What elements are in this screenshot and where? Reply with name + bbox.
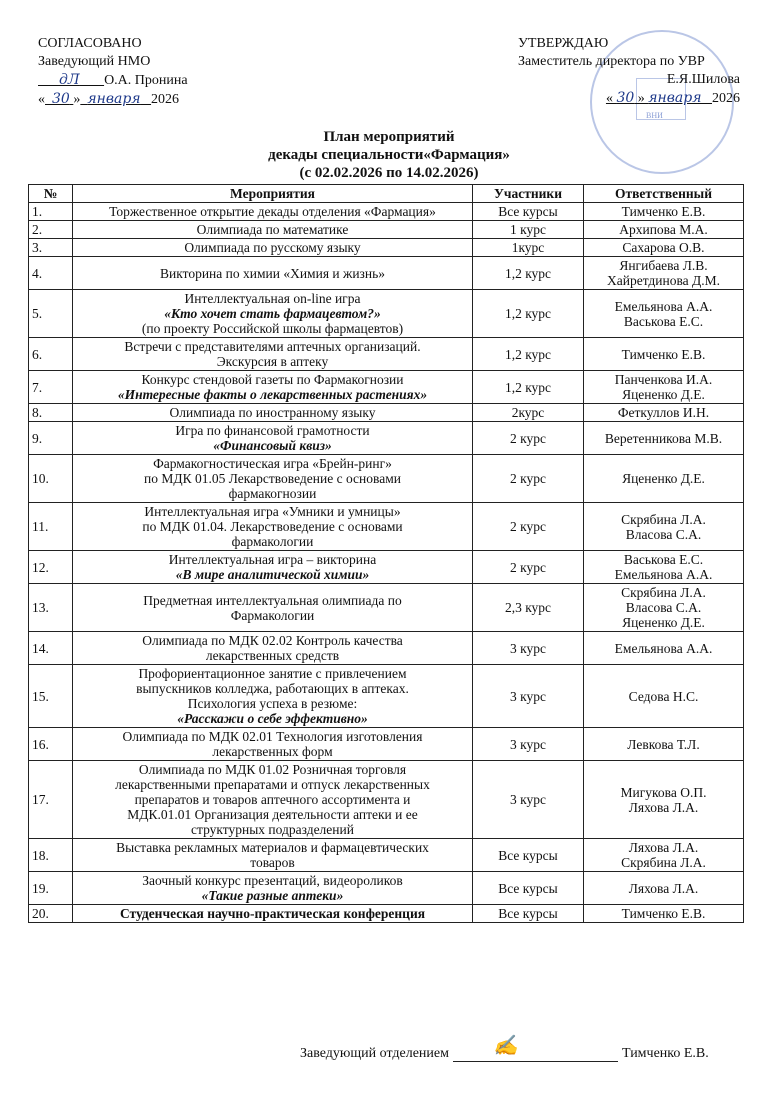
row-number: 6. <box>29 338 73 371</box>
footer-signature-mark: ✍ <box>492 1033 518 1057</box>
event-line: «В мире аналитической химии» <box>175 567 370 582</box>
event-line: Встречи с представителями аптечных организаций. <box>124 339 421 354</box>
row-participants: 1,2 курс <box>473 257 584 290</box>
row-event <box>73 839 473 872</box>
responsible-person: Власова С.А. <box>625 526 702 542</box>
responsible-person: Архипова М.А. <box>619 222 708 237</box>
table-row <box>29 239 744 257</box>
row-number: 17. <box>29 761 73 839</box>
responsible-person: Скрябина Л.А. <box>621 855 706 870</box>
responsible-person: Тимченко Е.В. <box>621 346 706 362</box>
row-participants: 3 курс <box>473 761 584 839</box>
row-event <box>73 371 473 404</box>
responsible-person: Тимченко Е.В. <box>621 204 706 219</box>
row-number: 10. <box>29 455 73 503</box>
row-responsible <box>584 257 744 290</box>
col-responsible-header: Ответственный <box>584 185 744 203</box>
footer-name: Тимченко Е.В. <box>621 1046 709 1061</box>
row-responsible <box>584 404 744 422</box>
row-event <box>73 221 473 239</box>
row-participants: Все курсы <box>473 203 584 221</box>
responsible-person: Емельянова А.А. <box>614 298 713 314</box>
responsible-person: Ляхова Л.А. <box>628 880 699 896</box>
table-row <box>29 551 744 584</box>
row-number: 9. <box>29 422 73 455</box>
responsible-person: Веретенникова М.В. <box>604 430 723 446</box>
responsible-person: Васькова Е.С. <box>623 552 704 567</box>
footer-signature <box>300 1033 750 1062</box>
table-row <box>29 905 744 923</box>
row-participants: 1,2 курс <box>473 371 584 404</box>
agreed-position: Заведующий НМО <box>38 54 151 69</box>
row-responsible <box>584 584 744 632</box>
row-responsible <box>584 665 744 728</box>
responsible-person: Ляхова Л.А. <box>628 840 699 855</box>
event-line: Олимпиада по МДК 02.01 Технология изготовления <box>122 729 423 744</box>
row-event <box>73 290 473 338</box>
event-line: Викторина по химии «Химия и жизнь» <box>159 265 386 281</box>
row-event <box>73 872 473 905</box>
row-number: 12. <box>29 551 73 584</box>
row-number: 20. <box>29 905 73 923</box>
row-event <box>73 338 473 371</box>
event-line: Заочный конкурс презентаций, видеороликов <box>142 873 403 888</box>
event-line: Олимпиада по иностранному языку <box>169 405 376 420</box>
row-number: 19. <box>29 872 73 905</box>
row-responsible <box>584 872 744 905</box>
row-participants: 2,3 курс <box>473 584 584 632</box>
event-line: лекарственных средств <box>205 648 340 663</box>
row-responsible <box>584 728 744 761</box>
row-event <box>73 422 473 455</box>
row-responsible <box>584 905 744 923</box>
row-event <box>73 404 473 422</box>
row-responsible <box>584 221 744 239</box>
approve-date-year: 2026 <box>712 91 740 106</box>
responsible-person: Ляхова Л.А. <box>628 799 699 815</box>
row-participants: 2 курс <box>473 422 584 455</box>
row-participants: 2 курс <box>473 455 584 503</box>
row-responsible <box>584 839 744 872</box>
table-header-row <box>29 185 744 203</box>
row-event <box>73 551 473 584</box>
event-line: Психология успеха в резюме: <box>187 696 358 711</box>
row-number: 16. <box>29 728 73 761</box>
event-line: Игра по финансовой грамотности <box>175 423 370 438</box>
row-event <box>73 632 473 665</box>
row-event <box>73 665 473 728</box>
agreed-name: О.А. Пронина <box>104 73 188 88</box>
row-responsible <box>584 761 744 839</box>
agreed-signature: дЛ <box>59 72 80 88</box>
row-event <box>73 203 473 221</box>
approve-date-month: января <box>648 90 702 106</box>
row-event <box>73 761 473 839</box>
col-participants-header: Участники <box>473 185 584 203</box>
row-responsible <box>584 290 744 338</box>
row-participants: 2 курс <box>473 503 584 551</box>
table-row <box>29 221 744 239</box>
event-line: лекарственных форм <box>212 744 333 759</box>
event-line: «Интересные факты о лекарственных растениях» <box>117 387 428 402</box>
event-line: Торжественное открытие декады отделения «Фармация» <box>109 204 436 219</box>
row-participants: 2курс <box>473 404 584 422</box>
table-body <box>29 203 744 923</box>
footer-position: Заведующий отделением <box>300 1046 449 1061</box>
approve-signature-line <box>518 71 740 89</box>
responsible-person: Скрябина Л.А. <box>621 585 706 600</box>
row-responsible <box>584 551 744 584</box>
responsible-person: Емельянова А.А. <box>614 567 713 582</box>
event-line: Олимпиада по русскому языку <box>184 240 361 255</box>
row-event <box>73 239 473 257</box>
responsible-person: Яцененко Д.Е. <box>622 615 705 630</box>
agreed-date-year: 2026 <box>151 92 180 107</box>
approval-left-block <box>38 35 188 109</box>
event-line: (по проекту Российской школы фармацевтов) <box>141 321 404 336</box>
events-table <box>28 184 744 923</box>
event-line: товаров <box>250 855 295 870</box>
row-participants: 1курс <box>473 239 584 257</box>
approve-position: Заместитель директора по УВР <box>518 54 705 69</box>
responsible-person: Тимченко Е.В. <box>621 906 706 921</box>
row-event <box>73 503 473 551</box>
row-participants: 1 курс <box>473 221 584 239</box>
responsible-person: Мигукова О.П. <box>620 784 707 800</box>
responsible-person: Яцененко Д.Е. <box>622 471 705 486</box>
responsible-person: Власова С.А. <box>625 600 702 615</box>
event-line: Профориентационное занятие с привлечением <box>138 666 407 681</box>
row-responsible <box>584 632 744 665</box>
row-event <box>73 455 473 503</box>
responsible-person: Хайретдинова Д.М. <box>606 273 721 288</box>
row-number: 7. <box>29 371 73 404</box>
responsible-person: Васькова Е.С. <box>623 313 704 329</box>
row-number: 13. <box>29 584 73 632</box>
row-participants: 1,2 курс <box>473 290 584 338</box>
event-line: Фармакогностическая игра «Брейн-ринг» <box>153 456 392 471</box>
responsible-person: Яцененко Д.Е. <box>622 387 705 402</box>
responsible-person: Феткуллов И.Н. <box>617 405 710 420</box>
row-number: 18. <box>29 839 73 872</box>
event-line: Интеллектуальная игра – викторина <box>168 552 377 567</box>
table-row <box>29 371 744 404</box>
agreed-date-day: 30 <box>52 91 70 107</box>
stamp-text: ВНИ <box>646 111 663 120</box>
row-event <box>73 584 473 632</box>
table-row <box>29 761 744 839</box>
row-participants: Все курсы <box>473 872 584 905</box>
agreed-date-month: января <box>87 91 141 107</box>
event-line: МДК.01.01 Организация деятельности аптеки и ее <box>127 807 418 822</box>
approval-right-block <box>518 35 740 120</box>
table-row <box>29 257 744 290</box>
event-line: Олимпиада по МДК 01.02 Розничная торговля <box>138 762 407 777</box>
event-line: Конкурс стендовой газеты по Фармакогнозии <box>141 372 404 387</box>
row-number: 5. <box>29 290 73 338</box>
responsible-person: Емельянова А.А. <box>614 640 713 656</box>
agreed-label: СОГЛАСОВАНО <box>38 36 142 51</box>
row-participants: 1,2 курс <box>473 338 584 371</box>
row-participants: Все курсы <box>473 905 584 923</box>
responsible-person: Сахарова О.В. <box>622 240 705 255</box>
approve-date-day: 30 <box>616 90 635 106</box>
row-responsible <box>584 239 744 257</box>
table-row <box>29 455 744 503</box>
row-number: 2. <box>29 221 73 239</box>
approve-label: УТВЕРЖДАЮ <box>518 36 609 51</box>
row-participants: 3 курс <box>473 632 584 665</box>
footer-signature-line <box>453 1033 618 1062</box>
row-responsible <box>584 371 744 404</box>
approve-name: Е.Я.Шилова <box>666 72 740 87</box>
row-participants: Все курсы <box>473 839 584 872</box>
row-number: 14. <box>29 632 73 665</box>
event-line: по МДК 01.05 Лекарствоведение с основами <box>144 471 401 486</box>
row-number: 15. <box>29 665 73 728</box>
agreed-signature-line <box>38 71 188 90</box>
agreed-date: « 30 » января 2026 <box>38 91 180 107</box>
row-participants: 3 курс <box>473 665 584 728</box>
table-row <box>29 203 744 221</box>
col-event-header: Мероприятия <box>73 185 473 203</box>
row-responsible <box>584 455 744 503</box>
table-row <box>29 839 744 872</box>
document-title: План мероприятий декады специальности«Фармация» (с 02.02.2026 по 14.02.2026) <box>268 129 510 181</box>
table-row <box>29 632 744 665</box>
row-event <box>73 728 473 761</box>
table-row <box>29 584 744 632</box>
event-line: выпускников колледжа, работающих в аптеках. <box>136 681 409 696</box>
event-line: препаратов и товаров аптечного ассортимента и <box>134 792 411 807</box>
event-line: Фармакологии <box>230 607 315 623</box>
event-line: Предметная интеллектуальная олимпиада по <box>143 592 402 608</box>
event-line: Олимпиада по математике <box>196 222 349 237</box>
row-number: 1. <box>29 203 73 221</box>
table-row <box>29 872 744 905</box>
table-row <box>29 404 744 422</box>
col-number-header: № <box>29 185 73 203</box>
row-event <box>73 905 473 923</box>
event-line: «Финансовый квиз» <box>213 438 332 453</box>
event-line: «Кто хочет стать фармацевтом?» <box>164 306 381 321</box>
responsible-person: Панченкова И.А. <box>614 372 713 387</box>
event-line: Интеллектуальная on-line игра <box>184 291 361 306</box>
event-line: Студенческая научно-практическая конференция <box>119 906 426 921</box>
row-responsible <box>584 203 744 221</box>
responsible-person: Скрябина Л.А. <box>621 511 706 527</box>
event-line: структурных подразделений <box>191 822 354 837</box>
responsible-person: Седова Н.С. <box>628 688 699 704</box>
event-line: фармакологии <box>231 534 314 549</box>
table-row <box>29 422 744 455</box>
table-row <box>29 665 744 728</box>
table-row <box>29 338 744 371</box>
event-line: Выставка рекламных материалов и фармацевтических <box>116 840 429 855</box>
event-line: «Такие разные аптеки» <box>201 888 344 903</box>
table-row <box>29 503 744 551</box>
row-number: 11. <box>29 503 73 551</box>
event-line: лекарственными препаратами и отпуск лекарственных <box>115 777 430 792</box>
event-line: фармакогнозии <box>228 486 317 501</box>
row-responsible <box>584 338 744 371</box>
approve-date: « 30 » января 2026 <box>605 90 740 106</box>
row-number: 4. <box>29 257 73 290</box>
responsible-person: Левкова Т.Л. <box>627 736 700 752</box>
row-event <box>73 257 473 290</box>
responsible-person: Янгибаева Л.В. <box>619 258 708 273</box>
row-number: 3. <box>29 239 73 257</box>
row-participants: 3 курс <box>473 728 584 761</box>
table-row <box>29 290 744 338</box>
row-responsible <box>584 503 744 551</box>
event-line: Олимпиада по МДК 02.02 Контроль качества <box>142 633 403 648</box>
table-row <box>29 728 744 761</box>
event-line: Экскурсия в аптеку <box>216 354 329 369</box>
row-responsible <box>584 422 744 455</box>
event-line: по МДК 01.04. Лекарствоведение с основами <box>142 519 403 534</box>
row-number: 8. <box>29 404 73 422</box>
event-line: Интеллектуальная игра «Умники и умницы» <box>144 504 401 519</box>
event-line: «Расскажи о себе эффективно» <box>177 711 368 726</box>
row-participants: 2 курс <box>473 551 584 584</box>
